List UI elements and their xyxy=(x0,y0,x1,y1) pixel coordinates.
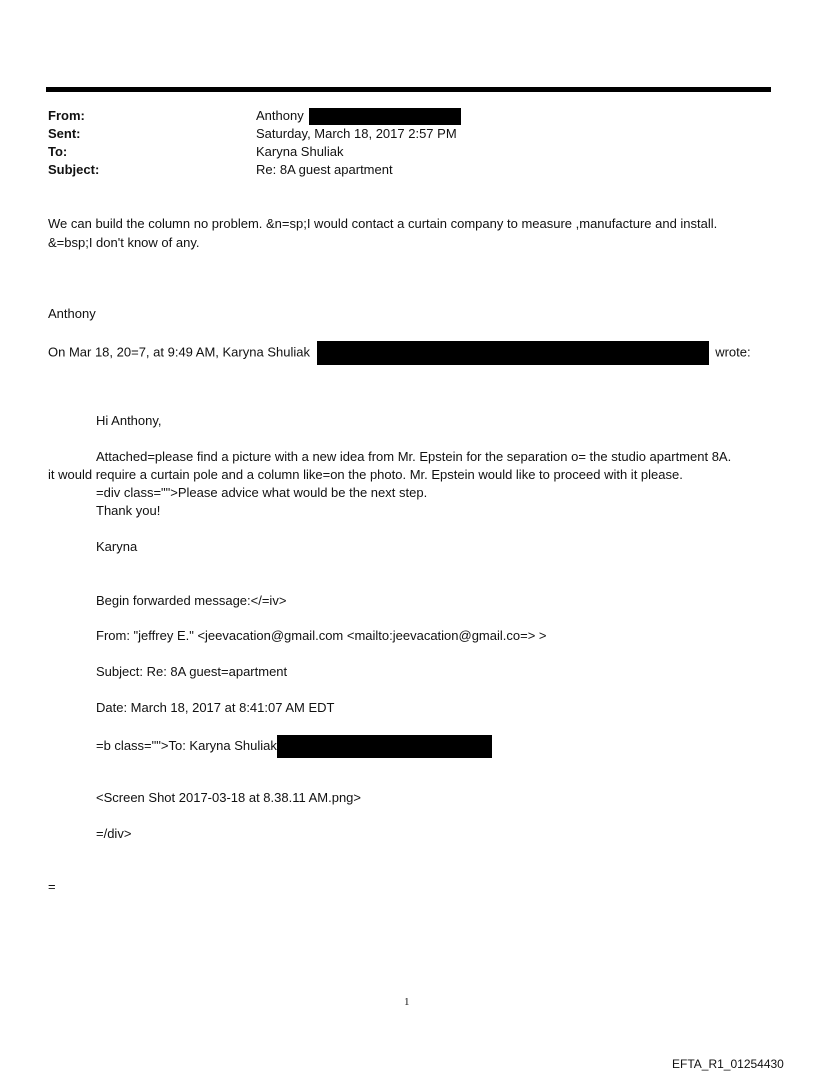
header-rule xyxy=(46,87,771,92)
subject-label: Subject: xyxy=(48,162,100,177)
redaction-block xyxy=(277,735,492,758)
forwarded-attachment: <Screen Shot 2017-03-18 at 8.38.11 AM.png> xyxy=(96,790,362,805)
from-value xyxy=(256,107,461,125)
forwarded-subject: Subject: Re: 8A guest=apartment xyxy=(96,664,288,679)
from-label: From: xyxy=(48,108,85,123)
document-id: EFTA_R1_01254430 xyxy=(672,1057,784,1071)
quoted-line-3: =div class="">Please advice what would be the next step. xyxy=(96,485,428,500)
forwarded-to-text: =b class="">To: Karyna Shuliak xyxy=(96,737,277,753)
sent-label: Sent: xyxy=(48,126,81,141)
quoted-line-4: Thank you! xyxy=(96,503,161,518)
forwarded-from: From: "jeffrey E." <jeevacation@gmail.com <mailto:jeevacation@gmail.co=> > xyxy=(96,628,547,643)
quoted-greeting: Hi Anthony, xyxy=(96,413,162,428)
quote-intro-text: On Mar 18, 20=7, at 9:49 AM, Karyna Shuliak xyxy=(48,344,310,360)
forwarded-end: =/div> xyxy=(96,826,132,841)
redaction-block xyxy=(309,108,461,125)
body-paragraph-line-2: &=bsp;I don't know of any. xyxy=(48,235,200,250)
quoted-signature: Karyna xyxy=(96,539,138,554)
redaction-block xyxy=(317,341,709,365)
quote-intro xyxy=(48,341,751,365)
to-value: Karyna Shuliak xyxy=(256,144,344,159)
quoted-line-2: it would require a curtain pole and a column like=on the photo. Mr. Epstein would like to proceed with it please. xyxy=(48,467,683,482)
forwarded-date: Date: March 18, 2017 at 8:41:07 AM EDT xyxy=(96,700,335,715)
sent-value: Saturday, March 18, 2017 2:57 PM xyxy=(256,126,457,141)
body-paragraph-line-1: We can build the column no problem. &n=sp;I would contact a curtain company to measure ,manufacture and install. xyxy=(48,216,718,231)
forwarded-to xyxy=(96,735,492,758)
signature: Anthony xyxy=(48,306,96,321)
page-number: 1 xyxy=(404,996,410,1008)
to-label: To: xyxy=(48,144,68,159)
quote-intro-wrote: wrote: xyxy=(715,344,751,360)
forwarded-begin: Begin forwarded message:</=iv> xyxy=(96,593,287,608)
from-name: Anthony xyxy=(256,108,304,123)
trailing-equals: = xyxy=(48,879,56,894)
quoted-line-1: Attached=please find a picture with a new idea from Mr. Epstein for the separation o= the studio apartment 8A. xyxy=(96,449,732,464)
subject-value: Re: 8A guest apartment xyxy=(256,162,393,177)
